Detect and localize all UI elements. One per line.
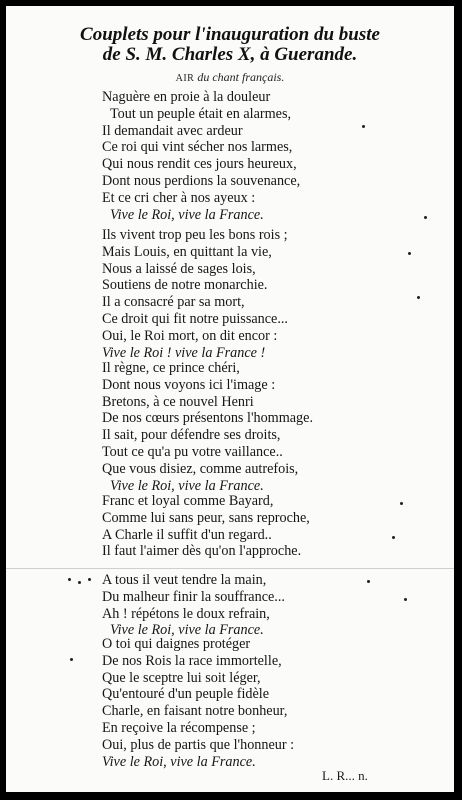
refrain-line: Vive le Roi ! vive la France ! [102,344,266,361]
verse-line: Bretons, à ce nouvel Henri [102,393,254,410]
verse-line: O toi qui daignes protéger [102,636,251,652]
verse-line: Ah ! répétons le doux refrain, [102,605,270,622]
verse-line: Que vous disiez, comme autrefois, [102,460,299,477]
refrain-line: Vive le Roi, vive la France. [110,622,264,639]
verse-line: Que le sceptre lui soit léger, [102,669,261,686]
verse-line: Tout ce qu'a pu votre vaillance.. [102,443,283,460]
verse-line: Dont nous perdions la souvenance, [102,172,301,189]
verse-line: Oui, le Roi mort, on dit encor : [102,327,278,344]
title-line-1: Couplets pour l'inauguration du buste [80,24,380,45]
verse-line: Oui, plus de partis que l'honneur : [102,736,295,753]
verse-line: Franc et loyal comme Bayard, [102,493,274,509]
scan-speck [88,578,91,581]
refrain-line: Vive le Roi, vive la France. [110,206,264,223]
stanza-3 [6,360,454,494]
air-note [6,70,454,85]
verse-line: De nos Rois la race immortelle, [102,652,282,669]
verse-line: Mais Louis, en quittant la vie, [102,243,272,260]
verse-line: Qu'entouré d'un peuple fidèle [102,686,270,703]
verse-line: De nos cœurs présentons l'hommage. [102,410,313,427]
scan-speck [78,581,81,584]
air-text: du chant français. [194,70,285,84]
verse-line: Qui nous rendit ces jours heureux, [102,156,297,173]
verse-line: Il a consacré par sa mort, [102,294,245,311]
verse-line: Nous a laissé de sages lois, [102,260,256,277]
document-page [6,6,454,792]
verse-line: A tous il veut tendre la main, [102,572,267,588]
verse-line: Charle, en faisant notre bonheur, [102,703,288,720]
scan-speck [392,536,395,539]
verse-line: Soutiens de notre monarchie. [102,277,268,294]
refrain-line: Vive le Roi, vive la France. [102,753,256,770]
stanza-4 [6,493,454,560]
stanza-4-continued [6,572,454,639]
verse-line: Ce droit qui fit notre puissance... [102,310,288,327]
verse-line: A Charle il suffit d'un regard.. [102,526,272,543]
verse-line: Il sait, pour défendre ses droits, [102,427,281,444]
scan-speck [417,296,420,299]
verse-line: Ce roi qui vint sécher nos larmes, [102,139,293,156]
scan-speck [70,658,73,661]
scan-speck [68,578,71,581]
verse-line: Ils vivent trop peu les bons rois ; [102,227,288,243]
signature: L. R... n. [322,768,368,783]
verse-line: Naguère en proie à la douleur [102,89,271,105]
title-line-2: de S. M. Charles X, à Guerande. [102,44,358,65]
verse-line: Et ce cri cher à nos ayeux : [102,189,256,206]
verse-line: Comme lui sans peur, sans reproche, [102,509,310,526]
verse-line: Il règne, ce prince chéri, [102,360,240,376]
scan-seam [6,568,454,569]
scan-speck [424,216,427,219]
verse-line: Dont nous voyons ici l'image : [102,376,276,393]
verse-line: Tout un peuple était en alarmes, [110,105,292,122]
scan-speck [408,252,411,255]
verse-line: Du malheur finir la souffrance... [102,588,285,605]
scan-speck [362,125,365,128]
scan-speck [400,502,403,505]
scan-speck [404,598,407,601]
stanza-5 [6,636,454,770]
stanza-1 [6,89,454,223]
verse-line: Il faut l'aimer dès qu'on l'approche. [102,543,302,560]
scan-speck [367,580,370,583]
verse-line: Il demandait avec ardeur [102,122,243,139]
stanza-2 [6,227,454,361]
verse-line: En reçoive la récompense ; [102,719,256,736]
air-prefix: AIR [175,73,195,84]
refrain-line: Vive le Roi, vive la France. [110,477,264,494]
